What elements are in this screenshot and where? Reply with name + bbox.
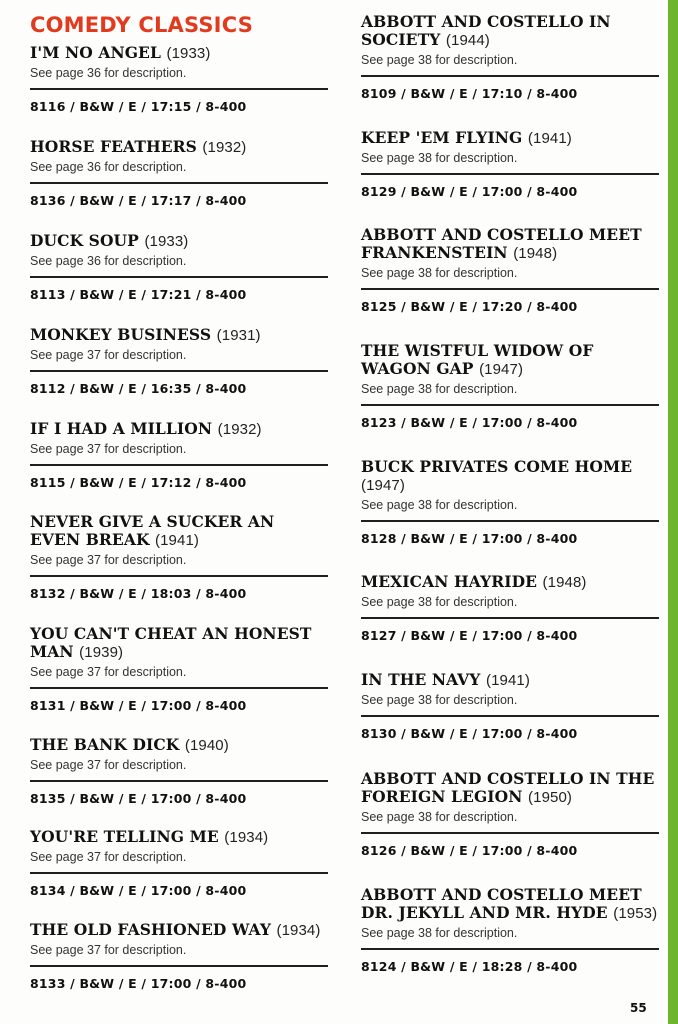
- film-catalog-code: 8123 / B&W / E / 17:00 / 8-400: [361, 415, 578, 430]
- film-description: See page 37 for description.: [30, 553, 187, 567]
- divider: [361, 288, 659, 290]
- film-title: KEEP 'EM FLYING (1941): [361, 128, 572, 147]
- film-description: See page 37 for description.: [30, 758, 187, 772]
- film-catalog-code: 8116 / B&W / E / 17:15 / 8-400: [30, 99, 247, 114]
- film-entry: [30, 736, 328, 806]
- film-catalog-code: 8135 / B&W / E / 17:00 / 8-400: [30, 791, 247, 806]
- film-entry: [361, 770, 659, 858]
- film-catalog-code: 8131 / B&W / E / 17:00 / 8-400: [30, 698, 247, 713]
- divider: [361, 832, 659, 834]
- film-description: See page 37 for description.: [30, 442, 187, 456]
- film-title: DUCK SOUP (1933): [30, 231, 189, 250]
- divider: [30, 872, 328, 874]
- film-title: ABBOTT AND COSTELLO IN SOCIETY (1944): [361, 12, 611, 49]
- film-description: See page 36 for description.: [30, 254, 187, 268]
- film-year: (1948): [542, 574, 587, 591]
- divider: [30, 687, 328, 689]
- film-title: ABBOTT AND COSTELLO MEET FRANKENSTEIN (1948): [361, 225, 642, 262]
- film-entry: [30, 513, 328, 601]
- film-catalog-code: 8126 / B&W / E / 17:00 / 8-400: [361, 843, 578, 858]
- film-entry: [30, 232, 328, 302]
- film-year: (1940): [184, 737, 229, 754]
- divider: [361, 75, 659, 77]
- film-year: (1933): [144, 233, 189, 250]
- film-year: (1941): [155, 532, 199, 549]
- film-catalog-code: 8124 / B&W / E / 18:28 / 8-400: [361, 959, 578, 974]
- divider: [361, 617, 659, 619]
- film-entry: [361, 458, 659, 546]
- film-title: NEVER GIVE A SUCKER AN EVEN BREAK (1941): [30, 512, 275, 549]
- film-title: THE OLD FASHIONED WAY (1934): [30, 920, 321, 939]
- film-year: (1947): [361, 477, 405, 494]
- film-description: See page 38 for description.: [361, 498, 518, 512]
- film-title: ABBOTT AND COSTELLO IN THE FOREIGN LEGION (1950): [361, 769, 655, 806]
- film-year: (1934): [276, 922, 321, 939]
- film-year: (1947): [479, 361, 524, 378]
- divider: [30, 780, 328, 782]
- film-year: (1950): [528, 789, 572, 806]
- film-title: YOU CAN'T CHEAT AN HONEST MAN (1939): [30, 624, 312, 661]
- page-number: 55: [630, 1001, 647, 1015]
- divider: [361, 948, 659, 950]
- film-catalog-code: 8134 / B&W / E / 17:00 / 8-400: [30, 883, 247, 898]
- divider: [30, 464, 328, 466]
- film-year: (1953): [613, 905, 658, 922]
- film-description: See page 36 for description.: [30, 66, 187, 80]
- film-description: See page 38 for description.: [361, 810, 518, 824]
- film-catalog-code: 8113 / B&W / E / 17:21 / 8-400: [30, 287, 247, 302]
- film-entry: [361, 573, 659, 643]
- film-catalog-code: 8115 / B&W / E / 17:12 / 8-400: [30, 475, 247, 490]
- film-catalog-code: 8109 / B&W / E / 17:10 / 8-400: [361, 86, 578, 101]
- film-title: THE WISTFUL WIDOW OF WAGON GAP (1947): [361, 341, 594, 378]
- film-entry: [361, 342, 659, 430]
- divider: [30, 575, 328, 577]
- divider: [361, 173, 659, 175]
- film-title: ABBOTT AND COSTELLO MEET DR. JEKYLL AND MR. HYDE (1953): [361, 885, 658, 922]
- film-catalog-code: 8125 / B&W / E / 17:20 / 8-400: [361, 299, 578, 314]
- film-year: (1939): [79, 644, 124, 661]
- film-year: (1944): [445, 32, 490, 49]
- film-entry: [361, 13, 659, 101]
- film-year: (1932): [217, 421, 262, 438]
- film-catalog-code: 8132 / B&W / E / 18:03 / 8-400: [30, 586, 247, 601]
- divider: [361, 404, 659, 406]
- film-entry: [30, 44, 328, 114]
- film-entry: [361, 886, 659, 974]
- film-description: See page 38 for description.: [361, 693, 518, 707]
- film-description: See page 38 for description.: [361, 151, 518, 165]
- divider: [361, 520, 659, 522]
- film-catalog-code: 8128 / B&W / E / 17:00 / 8-400: [361, 531, 578, 546]
- film-title: MEXICAN HAYRIDE (1948): [361, 572, 587, 591]
- film-year: (1941): [485, 672, 530, 689]
- divider: [30, 88, 328, 90]
- film-catalog-code: 8136 / B&W / E / 17:17 / 8-400: [30, 193, 247, 208]
- film-description: See page 38 for description.: [361, 266, 518, 280]
- film-title: IF I HAD A MILLION (1932): [30, 419, 262, 438]
- film-year: (1948): [513, 245, 558, 262]
- film-catalog-code: 8130 / B&W / E / 17:00 / 8-400: [361, 726, 578, 741]
- divider: [30, 276, 328, 278]
- film-entry: [361, 129, 659, 199]
- film-entry: [361, 671, 659, 741]
- film-title: BUCK PRIVATES COME HOME (1947): [361, 457, 633, 494]
- film-catalog-code: 8129 / B&W / E / 17:00 / 8-400: [361, 184, 578, 199]
- film-title: IN THE NAVY (1941): [361, 670, 530, 689]
- divider: [30, 965, 328, 967]
- film-description: See page 38 for description.: [361, 382, 518, 396]
- film-title: YOU'RE TELLING ME (1934): [30, 827, 269, 846]
- film-description: See page 38 for description.: [361, 595, 518, 609]
- film-title: I'M NO ANGEL (1933): [30, 43, 211, 62]
- film-description: See page 37 for description.: [30, 348, 187, 362]
- film-title: HORSE FEATHERS (1932): [30, 137, 247, 156]
- film-entry: [361, 226, 659, 314]
- divider: [30, 370, 328, 372]
- film-title: THE BANK DICK (1940): [30, 735, 229, 754]
- film-description: See page 38 for description.: [361, 53, 518, 67]
- film-year: (1932): [202, 139, 247, 156]
- film-description: See page 37 for description.: [30, 850, 187, 864]
- divider: [361, 715, 659, 717]
- film-description: See page 36 for description.: [30, 160, 187, 174]
- film-description: See page 37 for description.: [30, 665, 187, 679]
- film-description: See page 38 for description.: [361, 926, 518, 940]
- divider: [30, 182, 328, 184]
- film-catalog-code: 8127 / B&W / E / 17:00 / 8-400: [361, 628, 578, 643]
- film-entry: [30, 625, 328, 713]
- film-catalog-code: 8112 / B&W / E / 16:35 / 8-400: [30, 381, 247, 396]
- film-entry: [30, 138, 328, 208]
- film-year: (1931): [216, 327, 261, 344]
- section-title: COMEDY CLASSICS: [30, 13, 254, 37]
- film-year: (1933): [166, 45, 211, 62]
- film-title: MONKEY BUSINESS (1931): [30, 325, 261, 344]
- film-year: (1941): [527, 130, 572, 147]
- film-entry: [30, 921, 328, 991]
- film-description: See page 37 for description.: [30, 943, 187, 957]
- film-entry: [30, 326, 328, 396]
- film-entry: [30, 828, 328, 898]
- film-year: (1934): [224, 829, 269, 846]
- film-catalog-code: 8133 / B&W / E / 17:00 / 8-400: [30, 976, 247, 991]
- film-entry: [30, 420, 328, 490]
- side-color-bar: [668, 0, 678, 1024]
